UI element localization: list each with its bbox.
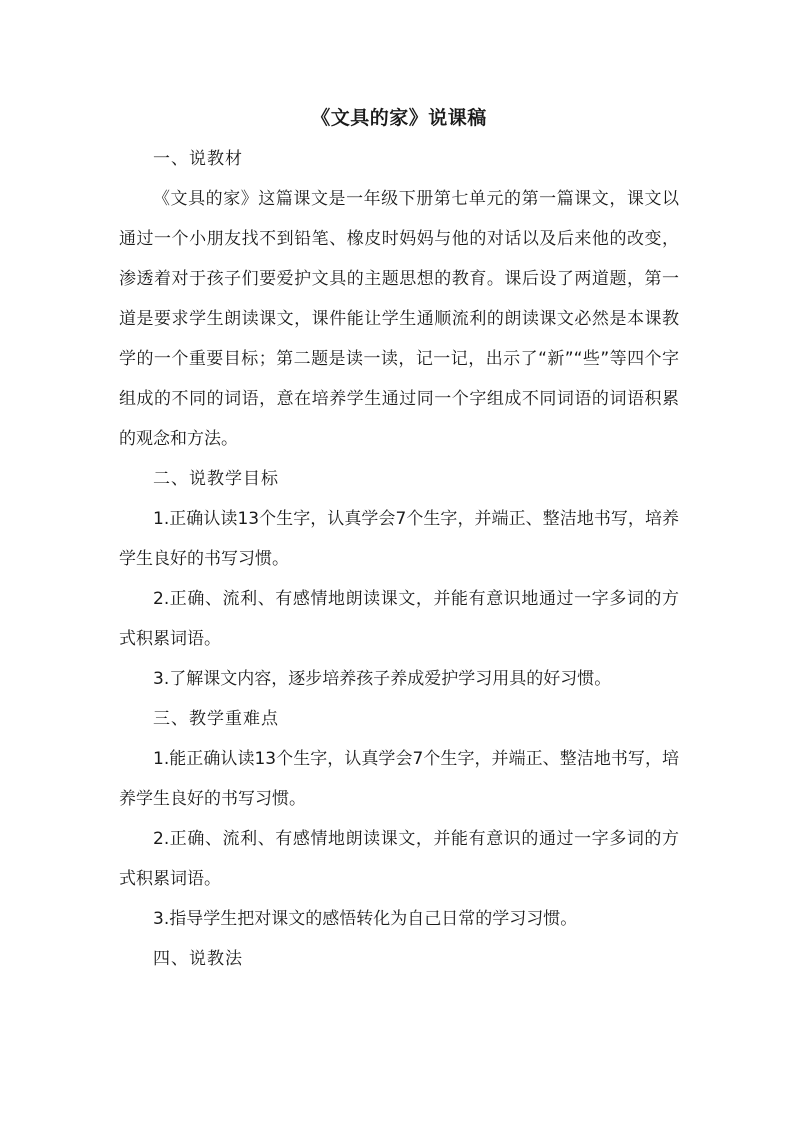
section-heading-textbook: 一、说教材	[153, 149, 243, 169]
paragraph-key-point-1: 1.能正确认读13个生字，认真学会7个生字，并端正、整洁地书写，培养学生良好的书写习惯。	[119, 749, 679, 809]
paragraph-key-point-2: 2.正确、流利、有感情地朗读课文，并能有意识的通过一字多词的方式积累词语。	[119, 829, 679, 889]
section-heading-teaching-goals: 二、说教学目标	[153, 469, 279, 489]
paragraph-goal-2: 2.正确、流利、有感情地朗读课文，并能有意识地通过一字多词的方式积累词语。	[119, 589, 679, 649]
document-title: 《文具的家》说课稿	[311, 107, 487, 129]
section-heading-key-points: 三、教学重难点	[153, 709, 279, 729]
section-heading-teaching-methods: 四、说教法	[153, 949, 243, 969]
paragraph-textbook-analysis: 《文具的家》这篇课文是一年级下册第七单元的第一篇课文，课文以通过一个小朋友找不到铅笔、橡皮时妈妈与他的对话以及后来他的改变，渗透着对于孩子们要爱护文具的主题思想的教育。课后设了两道题，第一道是要求学生朗读课文，课件能让学生通顺流利的朗读课文必然是本课教学的一个重要目标；第二题是读一读，记一记，出示了“新”“些”等四个字组成的不同的词语，意在培养学生通过同一个字组成不同词语的词语积累的观念和方法。	[119, 189, 679, 449]
paragraph-goal-3: 3.了解课文内容，逐步培养孩子养成爱护学习用具的好习惯。	[153, 669, 612, 689]
document-body	[119, 102, 679, 979]
paragraph-goal-1: 1.正确认读13个生字，认真学会7个生字，并端正、整洁地书写，培养学生良好的书写习惯。	[119, 509, 679, 569]
paragraph-key-point-3: 3.指导学生把对课文的感悟转化为自己日常的学习习惯。	[153, 909, 578, 929]
